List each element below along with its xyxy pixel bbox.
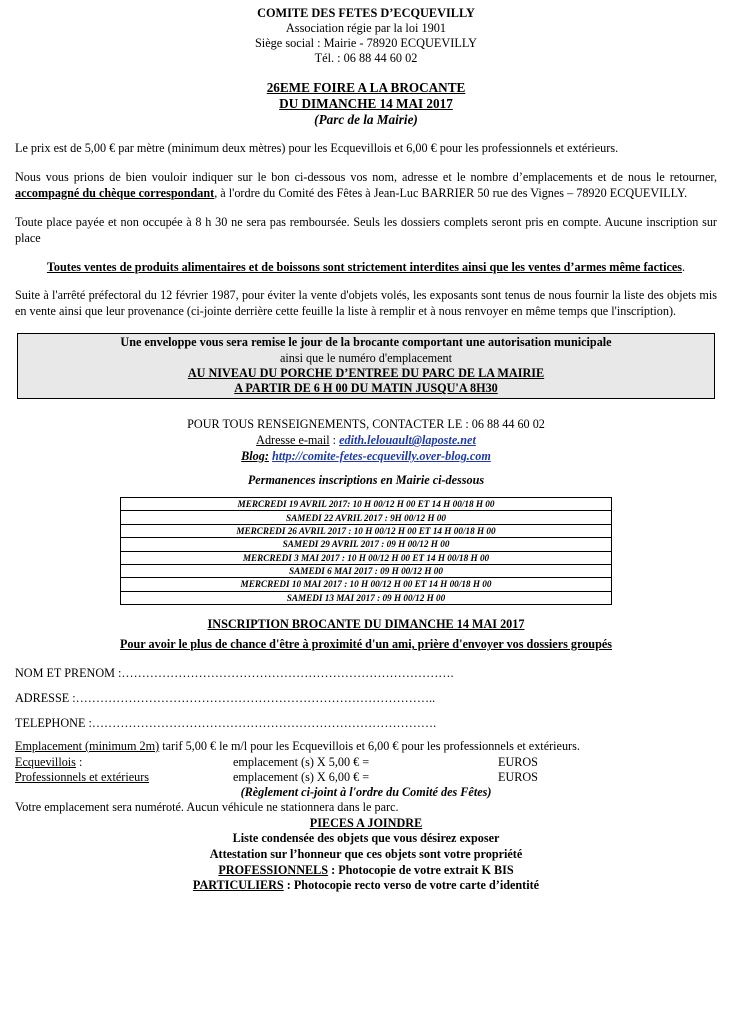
contact-line: POUR TOUS RENSEIGNEMENTS, CONTACTER LE : 06 88 44 60 02 [187, 417, 545, 432]
blog-line [15, 449, 717, 465]
permanence-row [121, 564, 612, 577]
address-field[interactable]: ADRESSE :…………………………………………………………………………….. [15, 691, 436, 706]
professionals-doc-label: PROFESSIONNELS [218, 862, 329, 877]
cheque-emphasis: accompagné du chèque correspondant [15, 185, 215, 200]
price-paragraph: Le prix est de 5,00 € par mètre (minimum deux mètres) pour les Ecquevillois et 6,00 € pour les professionnels et extérieurs. [15, 140, 619, 155]
email-link[interactable]: edith.lelouault@laposte.net [339, 433, 476, 448]
permanence-cell: SAMEDI 22 AVRIL 2017 : 9H 00/12 H 00 [121, 511, 612, 524]
prohibition-text: Toutes ventes de produits alimentaires et de boissons sont strictement interdites ainsi que les ventes d’armes même factices [46, 260, 683, 274]
documents-title: PIECES A JOINDRE [309, 815, 423, 830]
letterhead [15, 6, 717, 66]
numbering-note: Votre emplacement sera numéroté. Aucun véhicule ne stationnera dans le parc. [15, 800, 399, 815]
return-text-c: , à l'ordre du Comité des Fêtes à Jean-Luc BARRIER 50 rue des Vignes – 78920 ECQUEVILLY. [214, 185, 688, 200]
emplacement-label: Emplacement (minimum 2m) [15, 738, 160, 753]
inscription-title: INSCRIPTION BROCANTE DU DIMANCHE 14 MAI 2017 [207, 617, 525, 632]
professionals-unit: EUROS [498, 769, 538, 784]
event-title-block [15, 80, 717, 128]
documents-list-item: Liste condensée des objets que vous désirez exposer [232, 831, 500, 846]
return-text-a: Nous vous prions de bien vouloir indiquer sur le bon ci-dessous vos nom, adresse et le nombre d’emplacements et de nous le retourner, [15, 169, 717, 184]
permanences-title: Permanences inscriptions en Mairie ci-dessous [247, 472, 485, 487]
refund-paragraph: Toute place payée et non occupée à 8 h 30 ne sera pas remboursée. Seuls les dossiers complets seront pris en compte. Aucune inscription sur place [15, 214, 717, 245]
email-separator: : [329, 433, 340, 448]
permanence-cell: SAMEDI 13 MAI 2017 : 09 H 00/12 H 00 [121, 591, 612, 604]
notice-line-2: ainsi que le numéro d'emplacement [279, 350, 453, 365]
notice-line-1: Une enveloppe vous sera remise le jour de la brocante comportant une autorisation municipale [120, 335, 612, 350]
notice-line-4: A PARTIR DE 6 H 00 DU MATIN JUSQU'A 8H30 [234, 381, 498, 396]
permanence-cell: SAMEDI 29 AVRIL 2017 : 09 H 00/12 H 00 [121, 538, 612, 551]
ecquevillois-calc[interactable]: emplacement (s) X 5,00 € = [233, 754, 370, 769]
individuals-doc-text: : Photocopie recto verso de votre carte d’identité [283, 878, 540, 893]
email-line [15, 433, 717, 449]
org-name: COMITE DES FETES D’ECQUEVILLY [257, 6, 475, 20]
permanence-cell: MERCREDI 26 AVRIL 2017 : 10 H 00/12 H 00 ET 14 H 00/18 H 00 [121, 524, 612, 537]
blog-link[interactable]: http://comite-fetes-ecquevilly.over-blog.com [271, 449, 491, 463]
phone-line: Tél. : 06 88 44 60 02 [314, 51, 418, 65]
professionals-row [15, 770, 717, 785]
documents-individuals [15, 878, 717, 894]
permanences-table [120, 497, 612, 605]
event-date: DU DIMANCHE 14 MAI 2017 [279, 95, 453, 111]
event-place: (Parc de la Mairie) [314, 111, 418, 127]
ecquevillois-row [15, 755, 717, 770]
ecquevillois-unit: EUROS [498, 754, 538, 769]
phone-field[interactable]: TELEPHONE :…………………………………………………………………………. [15, 715, 437, 730]
notice-box [17, 333, 715, 399]
emplacement-line [15, 739, 717, 755]
payment-note: (Règlement ci-joint à l'ordre du Comité des Fêtes) [240, 785, 492, 800]
permanence-row [121, 551, 612, 564]
documents-professionals [15, 863, 717, 879]
permanence-cell: MERCREDI 19 AVRIL 2017: 10 H 00/12 H 00 ET 14 H 00/18 H 00 [121, 497, 612, 510]
decree-paragraph: Suite à l'arrêté préfectoral du 12 février 1987, pour éviter la vente d'objets volés, les exposants sont tenus de nous fournir la liste des objets mis en vente ainsi que leur provenance (ci-jointe derrière cette feuille la liste à remplir et à nous renvoyer en même temps que l'inscription). [15, 288, 717, 319]
siege-line: Siège social : Mairie - 78920 ECQUEVILLY [254, 36, 478, 50]
professionals-doc-text: : Photocopie de votre extrait K BIS [328, 862, 514, 877]
permanence-row [121, 591, 612, 604]
permanence-cell: MERCREDI 10 MAI 2017 : 10 H 00/12 H 00 ET 14 H 00/18 H 00 [121, 578, 612, 591]
name-field[interactable]: NOM ET PRENOM :………………………………………………………………………. [15, 666, 454, 681]
inscription-subtitle: Pour avoir le plus de chance d'être à proximité d'un ami, prière d'envoyer vos dossiers groupés [119, 637, 612, 652]
return-paragraph [15, 169, 717, 201]
email-label: Adresse e-mail [256, 433, 330, 448]
prohibition-paragraph [15, 259, 717, 275]
prohibition-period: . [682, 260, 686, 274]
permanence-row [121, 578, 612, 591]
permanence-row [121, 538, 612, 551]
documents-block [15, 816, 717, 894]
permanence-row [121, 511, 612, 524]
individuals-doc-label: PARTICULIERS [192, 878, 284, 893]
blog-label: Blog: [241, 449, 269, 463]
emplacement-text: tarif 5,00 € le m/l pour les Ecquevillois et 6,00 € pour les professionnels et extérieurs. [159, 738, 580, 753]
ecquevillois-colon: : [75, 754, 83, 769]
professionals-label: Professionnels et extérieurs [15, 769, 150, 784]
ecquevillois-label: Ecquevillois [15, 754, 76, 769]
professionals-calc[interactable]: emplacement (s) X 6,00 € = [233, 769, 370, 784]
documents-attestation: Attestation sur l’honneur que ces objets sont votre propriété [209, 846, 523, 861]
permanence-cell: SAMEDI 6 MAI 2017 : 09 H 00/12 H 00 [121, 564, 612, 577]
permanence-row [121, 524, 612, 537]
permanence-cell: MERCREDI 3 MAI 2017 : 10 H 00/12 H 00 ET 14 H 00/18 H 00 [121, 551, 612, 564]
contact-block [15, 417, 717, 465]
notice-line-3: AU NIVEAU DU PORCHE D’ENTREE DU PARC DE LA MAIRIE [187, 365, 545, 380]
event-title: 26EME FOIRE A LA BROCANTE [266, 80, 466, 95]
permanence-row [121, 497, 612, 510]
association-line: Association régie par la loi 1901 [285, 21, 447, 35]
